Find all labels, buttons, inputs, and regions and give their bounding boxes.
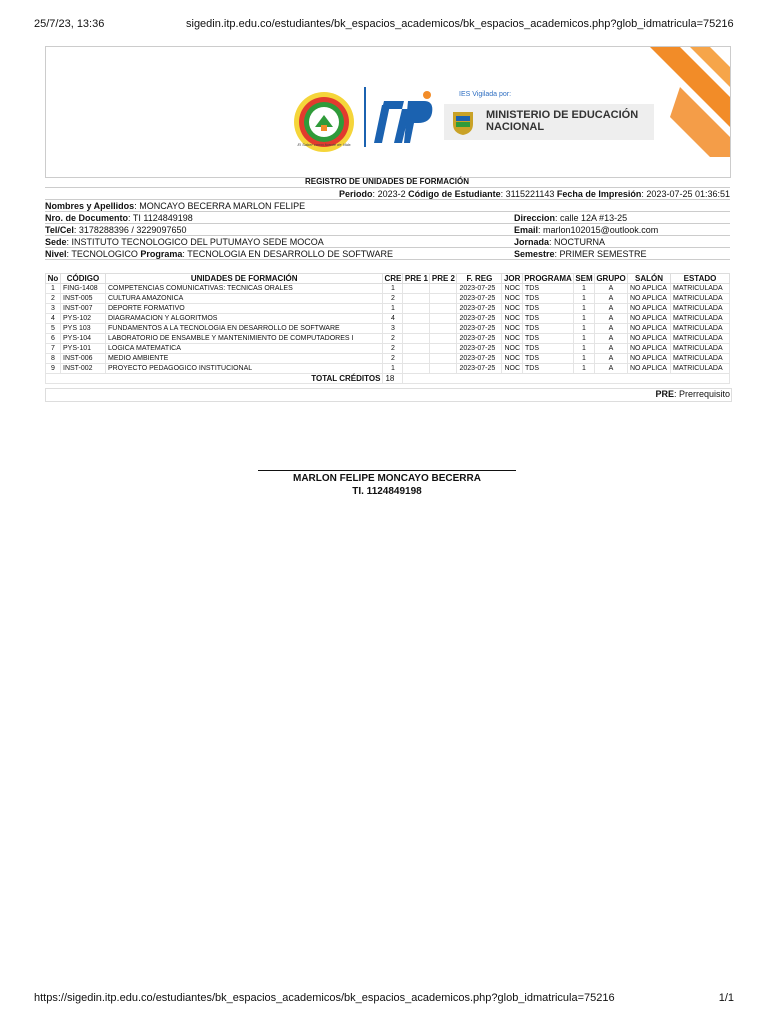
col-header: CÓDIGO xyxy=(61,274,106,284)
table-row xyxy=(46,364,730,374)
period-line: Periodo: 2023-2 Código de Estudiante: 3115221143 Fecha de Impresión: 2023-07-25 01:36:51 xyxy=(339,189,730,199)
col-header: SALÓN xyxy=(628,274,671,284)
table-cell: 4 xyxy=(46,314,61,324)
col-header: PROGRAMA xyxy=(524,274,572,283)
student-level-program: Nivel: TECNOLOGICO Programa: TECNOLOGIA EN DESARROLLO DE SOFTWARE xyxy=(45,249,393,259)
divider xyxy=(45,235,730,236)
table-cell: NOC xyxy=(502,354,523,364)
table-header-row xyxy=(46,274,730,284)
table-cell: MATRICULADA xyxy=(671,284,730,294)
table-cell: MATRICULADA xyxy=(671,344,730,354)
table-cell: NO APLICA xyxy=(628,304,671,314)
table-cell: NOC xyxy=(502,344,523,354)
table-cell: 1 xyxy=(383,304,403,314)
table-cell: A xyxy=(595,324,628,334)
table-cell: MATRICULADA xyxy=(671,364,730,374)
col-header: UNIDADES DE FORMACIÓN xyxy=(106,274,383,284)
total-label: TOTAL CRÉDITOS xyxy=(46,374,383,384)
table-cell: TDS xyxy=(523,284,574,294)
table-cell xyxy=(403,294,430,304)
page-number: 1/1 xyxy=(718,992,734,1004)
table-cell: NOC xyxy=(502,284,523,294)
table-cell: 1 xyxy=(574,344,595,354)
table-cell: DEPORTE FORMATIVO xyxy=(106,304,383,314)
table-cell xyxy=(430,294,457,304)
table-row xyxy=(46,354,730,364)
col-header: PRE 2 xyxy=(431,274,455,283)
table-cell: PROYECTO PEDAGOGICO INSTITUCIONAL xyxy=(106,364,383,374)
col-header: CRE xyxy=(384,274,402,283)
table-cell: 5 xyxy=(46,324,61,334)
print-footer xyxy=(34,992,734,1004)
table-cell: 2 xyxy=(383,294,403,304)
table-cell: MATRICULADA xyxy=(671,334,730,344)
table-cell xyxy=(430,364,457,374)
col-header: JOR xyxy=(502,274,523,284)
table-cell: INST-006 xyxy=(61,354,106,364)
signature-id: TI. 1124849198 xyxy=(352,486,422,497)
table-cell: A xyxy=(595,294,628,304)
col-header: No xyxy=(46,274,61,284)
table-cell xyxy=(430,314,457,324)
signature-name: MARLON FELIPE MONCAYO BECERRA xyxy=(293,473,481,484)
table-cell: 7 xyxy=(46,344,61,354)
table-cell: 2023-07-25 xyxy=(457,294,502,304)
divider xyxy=(45,223,730,224)
student-campus: Sede: INSTITUTO TECNOLOGICO DEL PUTUMAYO SEDE MOCOA xyxy=(45,237,324,247)
table-cell: 2 xyxy=(383,354,403,364)
student-name: Nombres y Apellidos: MONCAYO BECERRA MARLON FELIPE xyxy=(45,201,306,211)
table-cell xyxy=(403,324,430,334)
table-cell: A xyxy=(595,344,628,354)
table-cell: MATRICULADA xyxy=(671,324,730,334)
table-cell: NO APLICA xyxy=(628,334,671,344)
table-cell: 2023-07-25 xyxy=(457,354,502,364)
table-cell: A xyxy=(595,314,628,324)
table-row xyxy=(46,344,730,354)
table-cell: 3 xyxy=(383,324,403,334)
table-cell: 2 xyxy=(46,294,61,304)
col-header: GRUPO xyxy=(596,274,626,283)
table-cell: A xyxy=(595,334,628,344)
table-cell: COMPETENCIAS COMUNICATIVAS: TECNICAS ORALES xyxy=(106,284,383,294)
table-cell: 1 xyxy=(574,334,595,344)
col-header: F. REG xyxy=(457,274,502,284)
col-header: ESTADO xyxy=(671,274,730,284)
table-cell xyxy=(430,354,457,364)
total-row xyxy=(46,374,730,384)
table-cell: LABORATORIO DE ENSAMBLE Y MANTENIMIENTO DE COMPUTADORES I xyxy=(106,334,383,344)
divider xyxy=(45,187,730,188)
table-cell xyxy=(403,314,430,324)
table-cell: MATRICULADA xyxy=(671,354,730,364)
table-cell xyxy=(403,334,430,344)
table-row xyxy=(46,294,730,304)
table-cell: A xyxy=(595,304,628,314)
student-semester: Semestre: PRIMER SEMESTRE xyxy=(514,249,647,259)
table-cell: 2023-07-25 xyxy=(457,344,502,354)
table-row xyxy=(46,284,730,294)
table-cell: NO APLICA xyxy=(628,354,671,364)
table-cell: PYS-102 xyxy=(61,314,106,324)
table-cell xyxy=(430,304,457,314)
document-title: REGISTRO DE UNIDADES DE FORMACIÓN xyxy=(304,177,469,186)
table-cell: MATRICULADA xyxy=(671,294,730,304)
courses-table xyxy=(45,273,730,384)
corner-decoration xyxy=(620,47,730,157)
table-cell: FUNDAMENTOS A LA TECNOLOGIA EN DESARROLLO DE SOFTWARE xyxy=(106,324,383,334)
colombia-coat-of-arms-icon xyxy=(450,108,476,136)
table-cell: TDS xyxy=(523,314,574,324)
divider xyxy=(45,259,730,260)
total-value: 18 xyxy=(383,374,403,384)
table-cell: 2 xyxy=(383,344,403,354)
table-cell: NO APLICA xyxy=(628,364,671,374)
table-cell: 1 xyxy=(383,364,403,374)
table-cell xyxy=(403,284,430,294)
ies-label: IES Vigilada por: xyxy=(459,91,512,98)
table-cell: 6 xyxy=(46,334,61,344)
table-cell: PYS 103 xyxy=(61,324,106,334)
table-cell: 2 xyxy=(383,334,403,344)
table-cell: FING-1408 xyxy=(61,284,106,294)
table-cell: NO APLICA xyxy=(628,344,671,354)
table-cell: TDS xyxy=(523,304,574,314)
table-cell: 2023-07-25 xyxy=(457,324,502,334)
footer-url: https://sigedin.itp.edu.co/estudiantes/bk_espacios_academicos/bk_espacios_academicos.php?glob_idmatricula=75216 xyxy=(34,992,615,1004)
divider xyxy=(45,199,730,200)
table-cell: LOGICA MATEMATICA xyxy=(106,344,383,354)
divider xyxy=(45,211,730,212)
table-cell: MEDIO AMBIENTE xyxy=(106,354,383,364)
table-cell: NOC xyxy=(502,314,523,324)
col-header: PRE 1 xyxy=(404,274,428,283)
table-cell: TDS xyxy=(523,364,574,374)
table-cell: 1 xyxy=(574,324,595,334)
table-cell: 2023-07-25 xyxy=(457,334,502,344)
table-cell: CULTURA AMAZONICA xyxy=(106,294,383,304)
table-cell: TDS xyxy=(523,294,574,304)
table-cell: 8 xyxy=(46,354,61,364)
banner xyxy=(45,46,731,178)
print-header xyxy=(34,18,734,30)
table-cell: 9 xyxy=(46,364,61,374)
table-cell: MATRICULADA xyxy=(671,314,730,324)
table-cell: 1 xyxy=(574,304,595,314)
table-row xyxy=(46,324,730,334)
student-document: Nro. de Documento: TI 1124849198 xyxy=(45,213,193,223)
table-cell: NO APLICA xyxy=(628,324,671,334)
table-cell xyxy=(430,334,457,344)
note-box xyxy=(45,388,732,402)
table-cell: NOC xyxy=(502,324,523,334)
student-address: Direccion: calle 12A #13-25 xyxy=(514,213,628,223)
table-row xyxy=(46,334,730,344)
table-cell xyxy=(403,344,430,354)
student-phone: Tel/Cel: 3178288396 / 3229097650 xyxy=(45,225,187,235)
table-cell: 1 xyxy=(574,294,595,304)
table-cell xyxy=(403,304,430,314)
ministry-name: MINISTERIO DE EDUCACIÓN NACIONAL xyxy=(486,109,639,133)
table-cell xyxy=(430,324,457,334)
table-cell xyxy=(430,344,457,354)
table-cell: INST-007 xyxy=(61,304,106,314)
table-cell: DIAGRAMACION Y ALGORITMOS xyxy=(106,314,383,324)
table-cell: 1 xyxy=(574,284,595,294)
print-datetime: 25/7/23, 13:36 xyxy=(34,18,105,30)
table-cell: NOC xyxy=(502,364,523,374)
table-row xyxy=(46,314,730,324)
student-shift: Jornada: NOCTURNA xyxy=(514,237,606,247)
table-cell: TDS xyxy=(523,324,574,334)
table-cell: NOC xyxy=(502,294,523,304)
signature-line xyxy=(258,470,516,471)
table-cell: PYS-104 xyxy=(61,334,106,344)
table-cell: 2023-07-25 xyxy=(457,364,502,374)
table-cell: 2023-07-25 xyxy=(457,284,502,294)
table-cell: TDS xyxy=(523,344,574,354)
table-cell: 1 xyxy=(574,354,595,364)
table-cell xyxy=(430,284,457,294)
table-cell: 4 xyxy=(383,314,403,324)
student-email: Email: marlon102015@outlook.com xyxy=(514,225,659,235)
table-cell: 2023-07-25 xyxy=(457,304,502,314)
table-row xyxy=(46,304,730,314)
table-cell: NOC xyxy=(502,334,523,344)
table-cell: TDS xyxy=(523,334,574,344)
table-cell: NO APLICA xyxy=(628,284,671,294)
table-cell: NO APLICA xyxy=(628,314,671,324)
table-cell xyxy=(403,364,430,374)
itp-logo xyxy=(364,87,436,149)
table-cell: 2023-07-25 xyxy=(457,314,502,324)
col-header: SEM xyxy=(575,274,593,283)
table-cell: NOC xyxy=(502,304,523,314)
table-cell: 1 xyxy=(383,284,403,294)
table-cell: INST-002 xyxy=(61,364,106,374)
table-cell: INST-005 xyxy=(61,294,106,304)
table-cell: 3 xyxy=(46,304,61,314)
table-cell: A xyxy=(595,284,628,294)
prerequisite-note: PRE: Prerrequisito xyxy=(655,389,730,399)
table-cell xyxy=(403,354,430,364)
table-cell: NO APLICA xyxy=(628,294,671,304)
seal-caption: El Saber como fuente de Vida xyxy=(297,142,351,147)
table-cell: TDS xyxy=(523,354,574,364)
table-cell: 1 xyxy=(46,284,61,294)
table-cell: A xyxy=(595,354,628,364)
table-cell: A xyxy=(595,364,628,374)
divider xyxy=(45,247,730,248)
table-cell: MATRICULADA xyxy=(671,304,730,314)
print-url: sigedin.itp.edu.co/estudiantes/bk_espacios_academicos/bk_espacios_academicos.php?glob_idmatricula=75216 xyxy=(186,18,734,30)
table-cell: 1 xyxy=(574,314,595,324)
table-cell: 1 xyxy=(574,364,595,374)
table-cell: PYS-101 xyxy=(61,344,106,354)
